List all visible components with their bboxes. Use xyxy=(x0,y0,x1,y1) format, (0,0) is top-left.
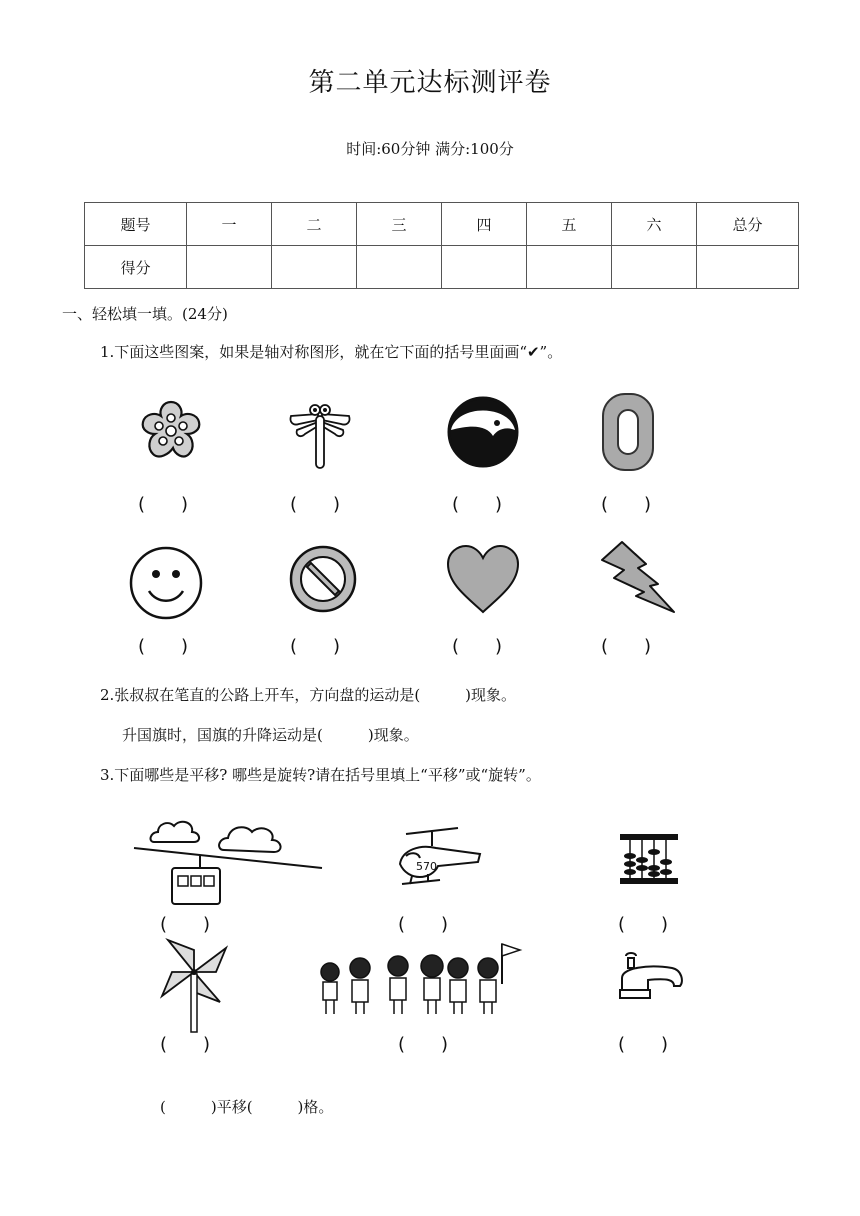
header-cell: 题号 xyxy=(85,203,187,246)
dragonfly-icon xyxy=(287,402,353,472)
smiley-icon xyxy=(129,546,203,620)
header-cell: 二 xyxy=(272,203,357,246)
page-title: 第二单元达标测评卷 xyxy=(308,68,552,98)
answer-blank[interactable]: ( ) xyxy=(160,1034,211,1055)
yin-yang-icon xyxy=(447,396,519,468)
question-4-text: ( )平移( )格。 xyxy=(160,1098,334,1116)
pinwheel-icon xyxy=(158,936,230,1034)
answer-blank[interactable]: ( ) xyxy=(398,1034,449,1055)
answer-blank[interactable]: ( ) xyxy=(601,494,652,515)
header-cell: 六 xyxy=(612,203,697,246)
score-table-score-row xyxy=(85,246,799,289)
zero-icon xyxy=(601,392,655,472)
abacus-icon xyxy=(618,832,680,886)
score-table xyxy=(84,202,799,289)
faucet-icon xyxy=(618,950,686,1002)
score-row-label: 得分 xyxy=(85,246,187,289)
question-2-text-line2: 升国旗时，国旗的升降运动是( )现象。 xyxy=(122,726,419,744)
header-cell: 一 xyxy=(187,203,272,246)
answer-blank[interactable]: ( ) xyxy=(618,914,669,935)
score-cell[interactable] xyxy=(612,246,697,289)
answer-blank[interactable]: ( ) xyxy=(138,636,189,657)
flower-icon xyxy=(139,398,203,462)
svg-text:570: 570 xyxy=(416,860,437,873)
helicopter-icon xyxy=(388,826,484,892)
answer-blank[interactable]: ( ) xyxy=(290,636,341,657)
answer-blank[interactable]: ( ) xyxy=(452,636,503,657)
answer-blank[interactable]: ( ) xyxy=(452,494,503,515)
header-cell: 三 xyxy=(357,203,442,246)
question-1-text: 1.下面这些图案，如果是轴对称图形，就在它下面的括号里面画“✔”。 xyxy=(100,343,563,361)
score-table-header-row xyxy=(85,203,799,246)
score-cell[interactable] xyxy=(527,246,612,289)
no-sign-icon xyxy=(288,544,358,614)
score-cell[interactable] xyxy=(187,246,272,289)
header-cell: 五 xyxy=(527,203,612,246)
heart-icon xyxy=(446,544,520,616)
answer-blank[interactable]: ( ) xyxy=(138,494,189,515)
lightning-icon xyxy=(600,540,676,616)
answer-blank[interactable]: ( ) xyxy=(398,914,449,935)
section-heading: 一、轻松填一填。(24分) xyxy=(62,305,228,323)
children-line-icon xyxy=(316,940,528,1018)
exam-info: 时间:60分钟 满分:100分 xyxy=(346,140,514,158)
answer-blank[interactable]: ( ) xyxy=(618,1034,669,1055)
score-cell[interactable] xyxy=(272,246,357,289)
cable-car-icon xyxy=(132,814,324,908)
question-2-text: 2.张叔叔在笔直的公路上开车，方向盘的运动是( )现象。 xyxy=(100,686,517,704)
score-cell[interactable] xyxy=(697,246,799,289)
answer-blank[interactable]: ( ) xyxy=(160,914,211,935)
header-cell: 总分 xyxy=(697,203,799,246)
score-cell[interactable] xyxy=(357,246,442,289)
answer-blank[interactable]: ( ) xyxy=(601,636,652,657)
question-3-text: 3.下面哪些是平移? 哪些是旋转?请在括号里填上“平移”或“旋转”。 xyxy=(100,766,541,784)
header-cell: 四 xyxy=(442,203,527,246)
score-cell[interactable] xyxy=(442,246,527,289)
answer-blank[interactable]: ( ) xyxy=(290,494,341,515)
